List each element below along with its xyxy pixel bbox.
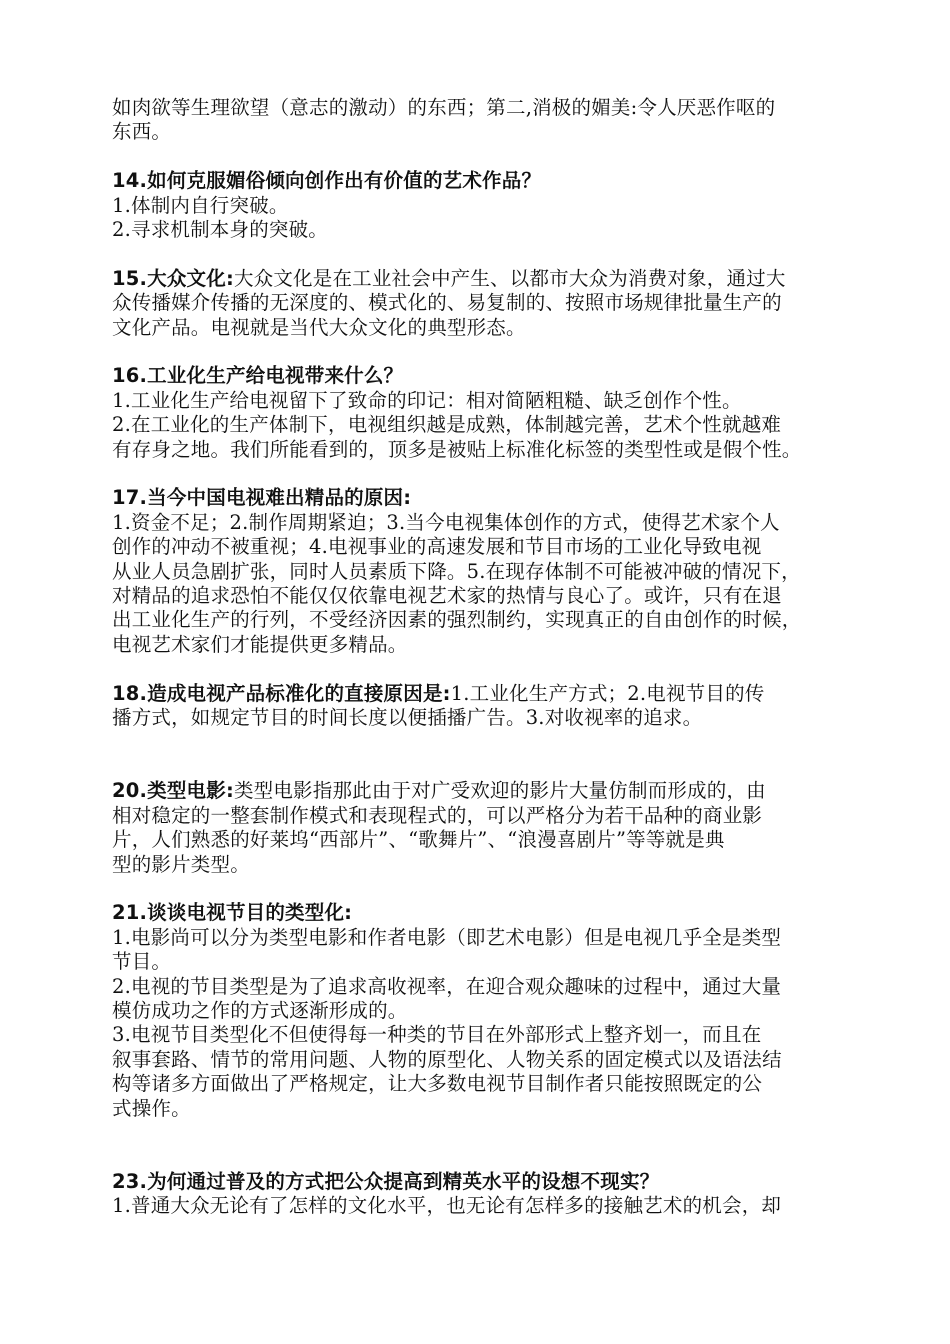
q17-line-6: 电视艺术家们才能提供更多精品。 xyxy=(112,632,408,656)
q20-line-2: 片，人们熟悉的好莱坞“西部片”、“歌舞片”、“浪漫喜剧片”等等就是典 xyxy=(112,828,725,852)
q21-line-1: 1.电影尚可以分为类型电影和作者电影（即艺术电影）但是电视几乎全是类型 xyxy=(112,925,782,949)
q21-title: 21.谈谈电视节目的类型化: xyxy=(112,901,353,925)
q21-line-5: 3.电视节目类型化不但使得每一种类的节目在外部形式上整齐划一，而且在 xyxy=(112,1023,762,1047)
q21-line-7: 构等诸多方面做出了严格规定，让大多数电视节目制作者只能按照既定的公 xyxy=(112,1072,763,1096)
q17-line-3: 从业人员急剧扩张，同时人员素质下降。5.在现存体制不可能被冲破的情况下， xyxy=(112,559,801,583)
q18-first-text: 1.工业化生产方式；2.电视节目的传 xyxy=(450,681,765,705)
q20-first-text: 类型电影指那此由于对广受欢迎的影片大量仿制而形成的，由 xyxy=(233,779,766,803)
q20-line-1: 相对稳定的一整套制作模式和表现程式的，可以严格分为若干品种的商业影 xyxy=(112,803,763,827)
q17-line-4: 对精品的追求恐怕不能仅仅依靠电视艺术家的热情与良心了。或许，只有在退 xyxy=(112,584,782,608)
q15-line-2: 文化产品。电视就是当代大众文化的典型形态。 xyxy=(112,315,526,339)
q21-line-4: 模仿成功之作的方式逐渐形成的。 xyxy=(112,998,408,1022)
q20-line-3: 型的影片类型。 xyxy=(112,852,250,876)
q21-line-6: 叙事套路、情节的常用问题、人物的原型化、人物关系的固定模式以及语法结 xyxy=(112,1047,782,1071)
q18-title: 18.造成电视产品标准化的直接原因是: xyxy=(112,681,451,705)
q17-line-5: 出工业化生产的行列，不受经济因素的强烈制约，实现真正的自由创作的时候， xyxy=(112,608,802,632)
q15-title: 15.大众文化: xyxy=(112,266,234,290)
q23-title: 23.为何通过普及的方式把公众提高到精英水平的设想不现实？ xyxy=(112,1169,660,1193)
q16-title: 16.工业化生产给电视带来什么？ xyxy=(112,364,404,388)
q15-first-line xyxy=(112,267,870,291)
q20-first-line xyxy=(112,779,870,803)
q17-line-1: 1.资金不足；2.制作周期紧迫；3.当今电视集体创作的方式，使得艺术家个人 xyxy=(112,510,780,534)
q23-line-1: 1.普通大众无论有了怎样的文化水平，也无论有怎样多的接触艺术的机会，却 xyxy=(112,1194,782,1218)
q21-line-2: 节目。 xyxy=(112,950,172,974)
q17-title: 17.当今中国电视难出精品的原因: xyxy=(112,486,412,510)
q14-line-1: 1.体制内自行突破。 xyxy=(112,193,289,217)
q16-line-1: 1.工业化生产给电视留下了致命的印记：相对简陋粗糙、缺乏创作个性。 xyxy=(112,388,742,412)
q14-line-2: 2.寻求机制本身的突破。 xyxy=(112,218,329,242)
q15-line-1: 众传播媒介传播的无深度的、模式化的、易复制的、按照市场规律批量生产的 xyxy=(112,291,782,315)
q14-title: 14.如何克服媚俗倾向创作出有价值的艺术作品？ xyxy=(112,169,542,193)
q17-line-2: 创作的冲动不被重视；4.电视事业的高速发展和节目市场的工业化导致电视 xyxy=(112,535,762,559)
q16-line-3: 有存身之地。我们所能看到的，顶多是被贴上标准化标签的类型性或是假个性。 xyxy=(112,437,802,461)
q20-title: 20.类型电影: xyxy=(112,779,234,803)
q15-first-text: 大众文化是在工业社会中产生、以都市大众为消费对象，通过大 xyxy=(233,266,786,290)
q21-line-8: 式操作。 xyxy=(112,1096,191,1120)
q18-line-1: 播方式，如规定节目的时间长度以便插播广告。3.对收视率的追求。 xyxy=(112,706,703,730)
intro-line-2: 东西。 xyxy=(112,120,172,144)
q21-line-3: 2.电视的节目类型是为了追求高收视率，在迎合观众趣味的过程中，通过大量 xyxy=(112,974,782,998)
q16-line-2: 2.在工业化的生产体制下，电视组织越是成熟，体制越完善，艺术个性就越难 xyxy=(112,413,782,437)
intro-line-1: 如肉欲等生理欲望（意志的激动）的东西；第二,消极的媚美:令人厌恶作呕的 xyxy=(112,96,776,119)
q18-first-line xyxy=(112,682,870,706)
